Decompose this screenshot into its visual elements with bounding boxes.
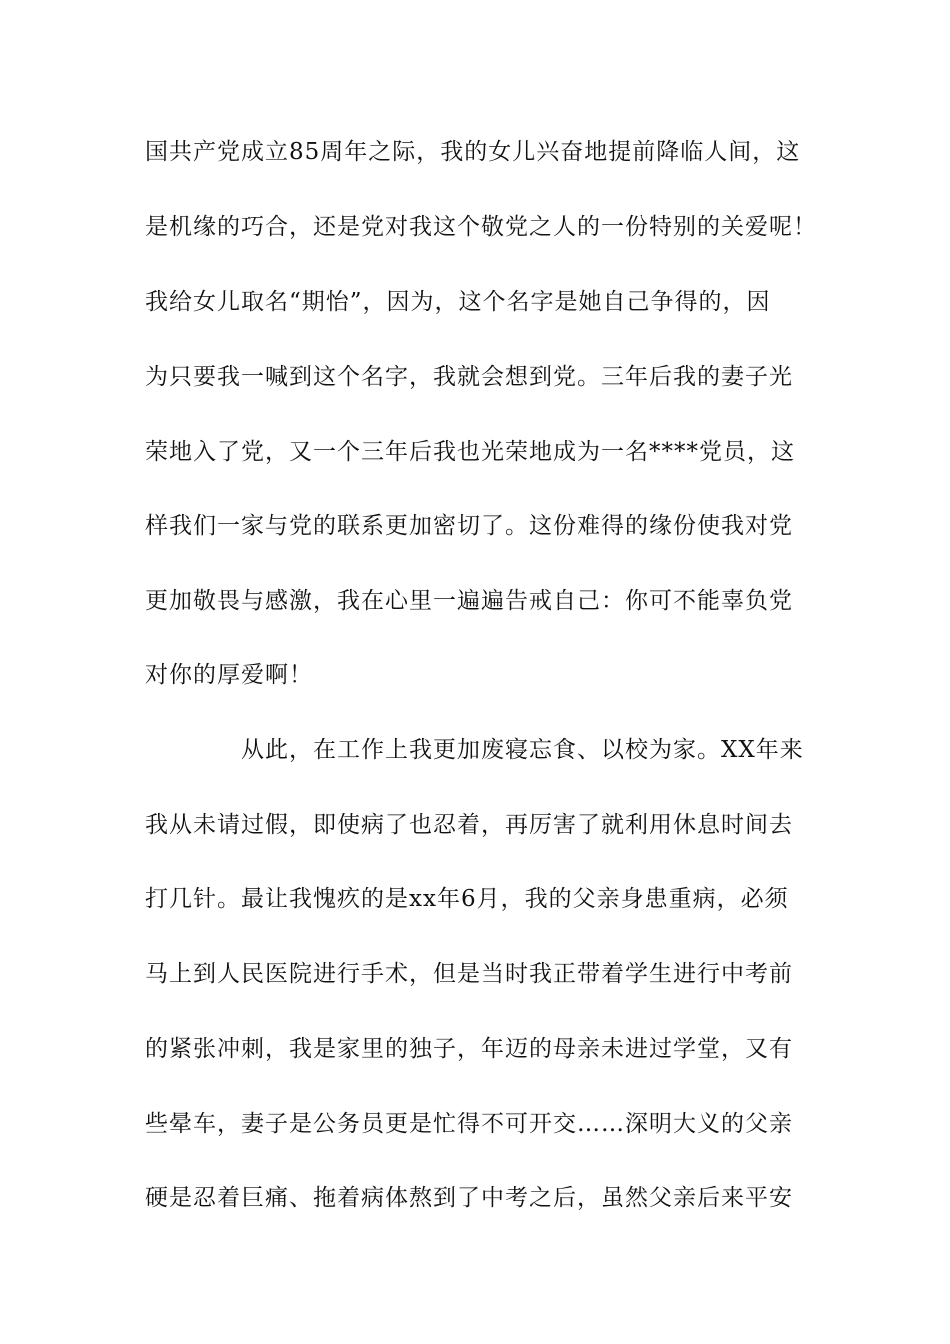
text-line-1: 国共产党成立85周年之际，我的女儿兴奋地提前降临人间，这 xyxy=(145,139,801,165)
text-line-5: 荣地入了党，又一个三年后我也光荣地成为一名****党员，这 xyxy=(145,439,795,465)
text-line-8: 对你的厚爱啊！ xyxy=(145,662,313,688)
text-line-14: 些晕车，妻子是公务员更是忙得不可开交……深明大义的父亲 xyxy=(145,1111,793,1137)
text-line-11: 打几针。最让我愧疚的是xx年6月，我的父亲身患重病，必须 xyxy=(145,886,789,912)
text-line-15: 硬是忍着巨痛、拖着病体熬到了中考之后，虽然父亲后来平安 xyxy=(145,1185,793,1211)
text-line-4: 为只要我一喊到这个名字，我就会想到党。三年后我的妻子光 xyxy=(145,364,793,390)
text-line-6: 样我们一家与党的联系更加密切了。这份难得的缘份使我对党 xyxy=(145,513,793,539)
text-line-3: 我给女儿取名“期怡”，因为，这个名字是她自己争得的，因 xyxy=(145,289,771,315)
text-line-12: 马上到人民医院进行手术，但是当时我正带着学生进行中考前 xyxy=(145,961,793,987)
text-line-7: 更加敬畏与感激，我在心里一遍遍告戒自己：你可不能辜负党 xyxy=(145,588,793,614)
paragraph-first-line: 从此，在工作上我更加废寝忘食、以校为家。XX年来 xyxy=(241,737,804,763)
text-line-13: 的紧张冲刺，我是家里的独子，年迈的母亲未进过学堂，又有 xyxy=(145,1036,793,1062)
text-line-2: 是机缘的巧合，还是党对我这个敬党之人的一份特别的关爱呢！ xyxy=(145,214,817,240)
text-line-10: 我从未请过假，即使病了也忍着，再厉害了就利用休息时间去 xyxy=(145,812,793,838)
